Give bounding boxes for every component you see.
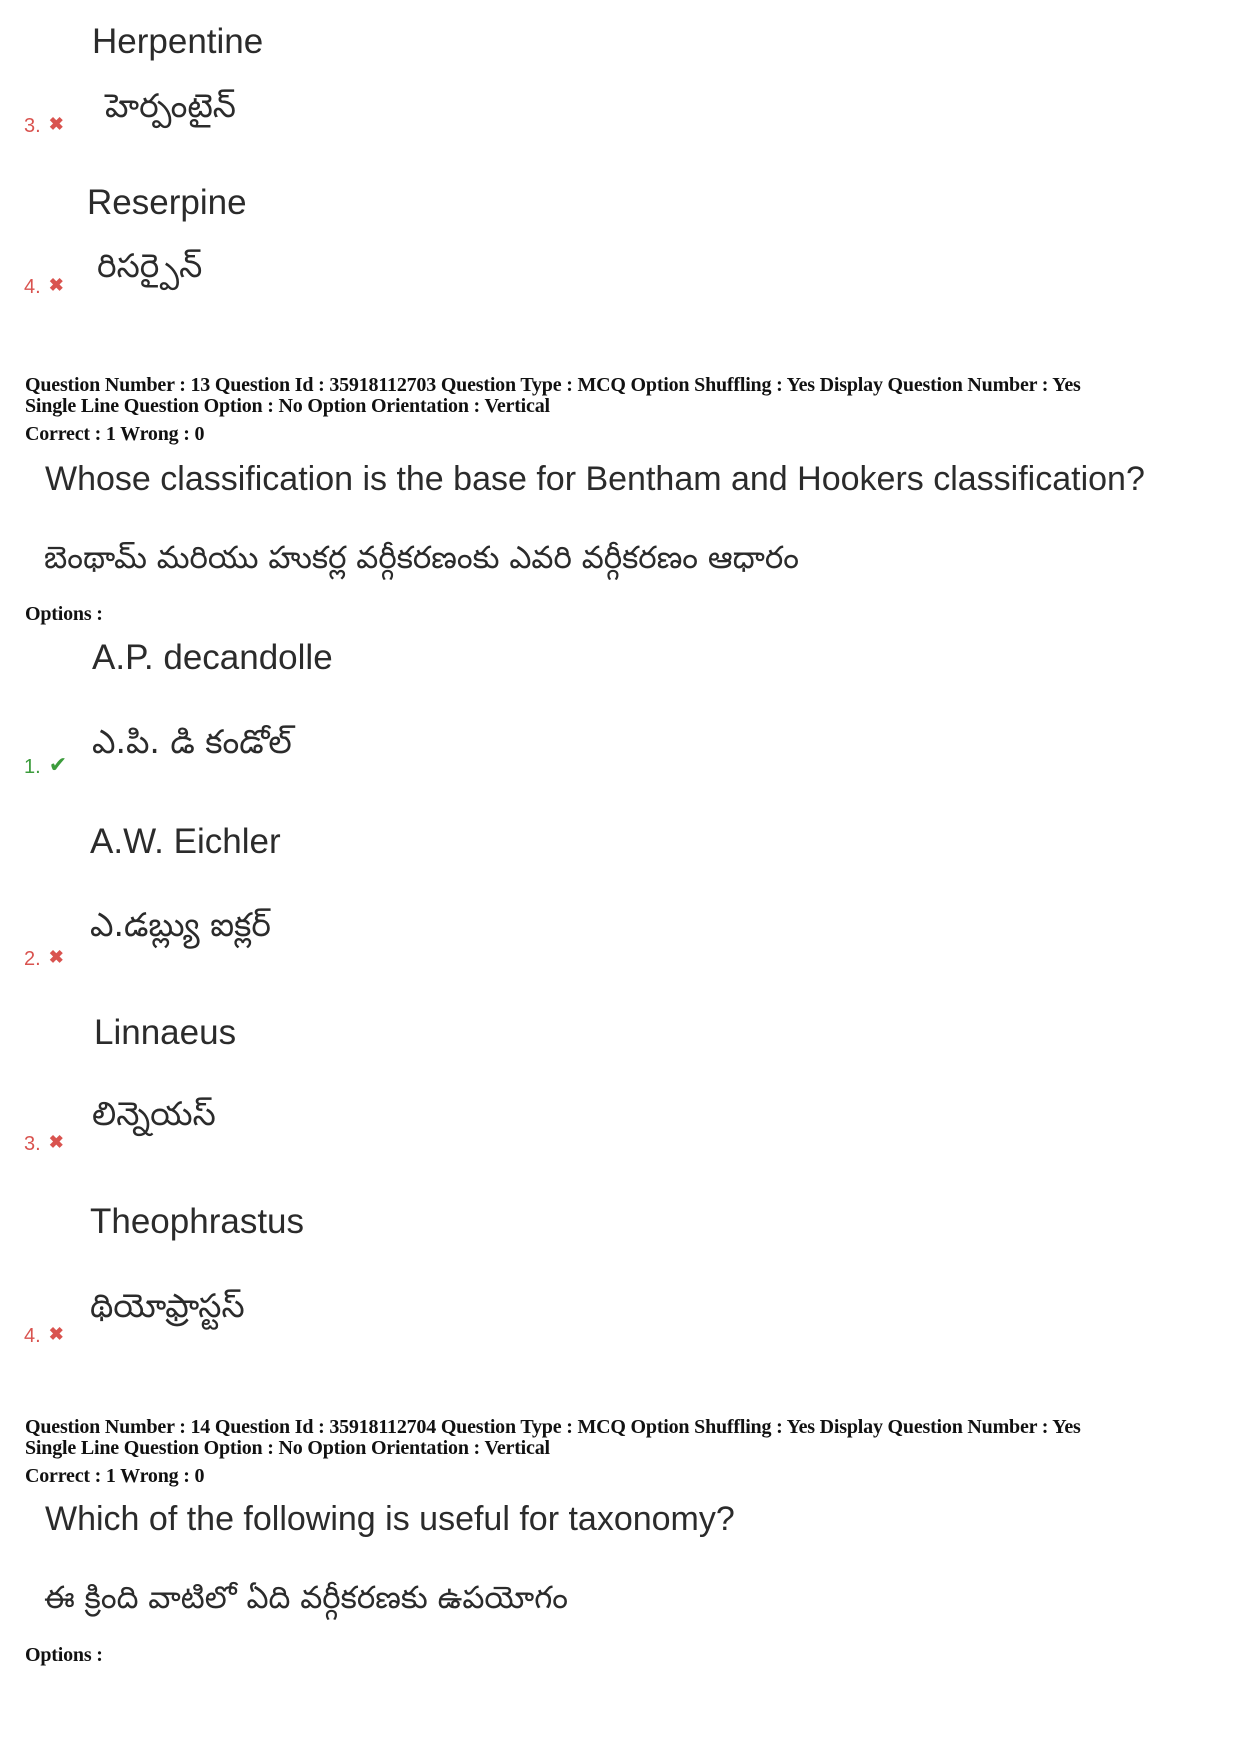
q13-option-2-english: A.W. Eichler xyxy=(90,822,281,861)
option-4-number: 4. ✖ xyxy=(24,275,64,298)
q13-option-3-number: 3. ✖ xyxy=(24,1132,64,1155)
question-14-text-english: Which of the following is useful for taxonomy? xyxy=(45,1500,735,1538)
question-13-meta-line1: Question Number : 13 Question Id : 35918112703 Question Type : MCQ Option Shuffling : Yes Display Question Number : Yes xyxy=(25,374,1081,396)
option-4-english: Reserpine xyxy=(87,183,247,222)
option-3-english: Herpentine xyxy=(92,22,264,61)
question-14-options-label: Options : xyxy=(25,1644,103,1666)
q13-option-1-english: A.P. decandolle xyxy=(92,638,333,677)
question-14-meta-line2: Single Line Question Option : No Option Orientation : Vertical xyxy=(25,1437,550,1459)
q13-option-1-number: 1. ✔ xyxy=(24,752,68,778)
q13-option-4-telugu: థియోఫ్రాస్టస్ xyxy=(90,1286,245,1325)
q13-option-4-english: Theophrastus xyxy=(90,1202,305,1241)
question-13-marks: Correct : 1 Wrong : 0 xyxy=(25,423,205,445)
question-14-marks: Correct : 1 Wrong : 0 xyxy=(25,1465,205,1487)
cross-icon: ✖ xyxy=(48,1324,64,1344)
q13-option-3-english: Linnaeus xyxy=(94,1013,237,1052)
option-3-number: 3. ✖ xyxy=(24,114,64,137)
q13-option-3-telugu: లిన్నెయస్ xyxy=(92,1094,216,1133)
question-14-text-telugu: ఈ క్రింది వాటిలో ఏది వర్గీకరణకు ఉపయోగం xyxy=(44,1580,569,1616)
question-14-meta-line1: Question Number : 14 Question Id : 35918112704 Question Type : MCQ Option Shuffling : Yes Display Question Number : Yes xyxy=(25,1416,1081,1438)
cross-icon: ✖ xyxy=(48,1132,64,1152)
cross-icon: ✖ xyxy=(48,947,64,967)
question-13-text-english: Whose classification is the base for Bentham and Hookers classification? xyxy=(45,460,1145,498)
question-13-text-telugu: బెంథామ్ మరియు హుకర్ల వర్గీకరణంకు ఎవరి వర్గీకరణం ఆధారం xyxy=(44,540,799,576)
question-13-options-label: Options : xyxy=(25,603,103,625)
option-3-telugu: హెర్పంటైన్ xyxy=(105,86,236,125)
check-icon: ✔ xyxy=(48,752,68,777)
q13-option-4-number: 4. ✖ xyxy=(24,1324,64,1347)
option-4-telugu: రిసర్పైన్ xyxy=(97,246,203,285)
cross-icon: ✖ xyxy=(48,275,64,295)
q13-option-2-number: 2. ✖ xyxy=(24,947,64,970)
q13-option-1-telugu: ఎ.పి. డి కండోల్ xyxy=(92,722,292,761)
q13-option-2-telugu: ఎ.డబ్ల్యు ఐక్లర్ xyxy=(90,905,271,944)
cross-icon: ✖ xyxy=(48,114,64,134)
question-13-meta-line2: Single Line Question Option : No Option Orientation : Vertical xyxy=(25,395,550,417)
